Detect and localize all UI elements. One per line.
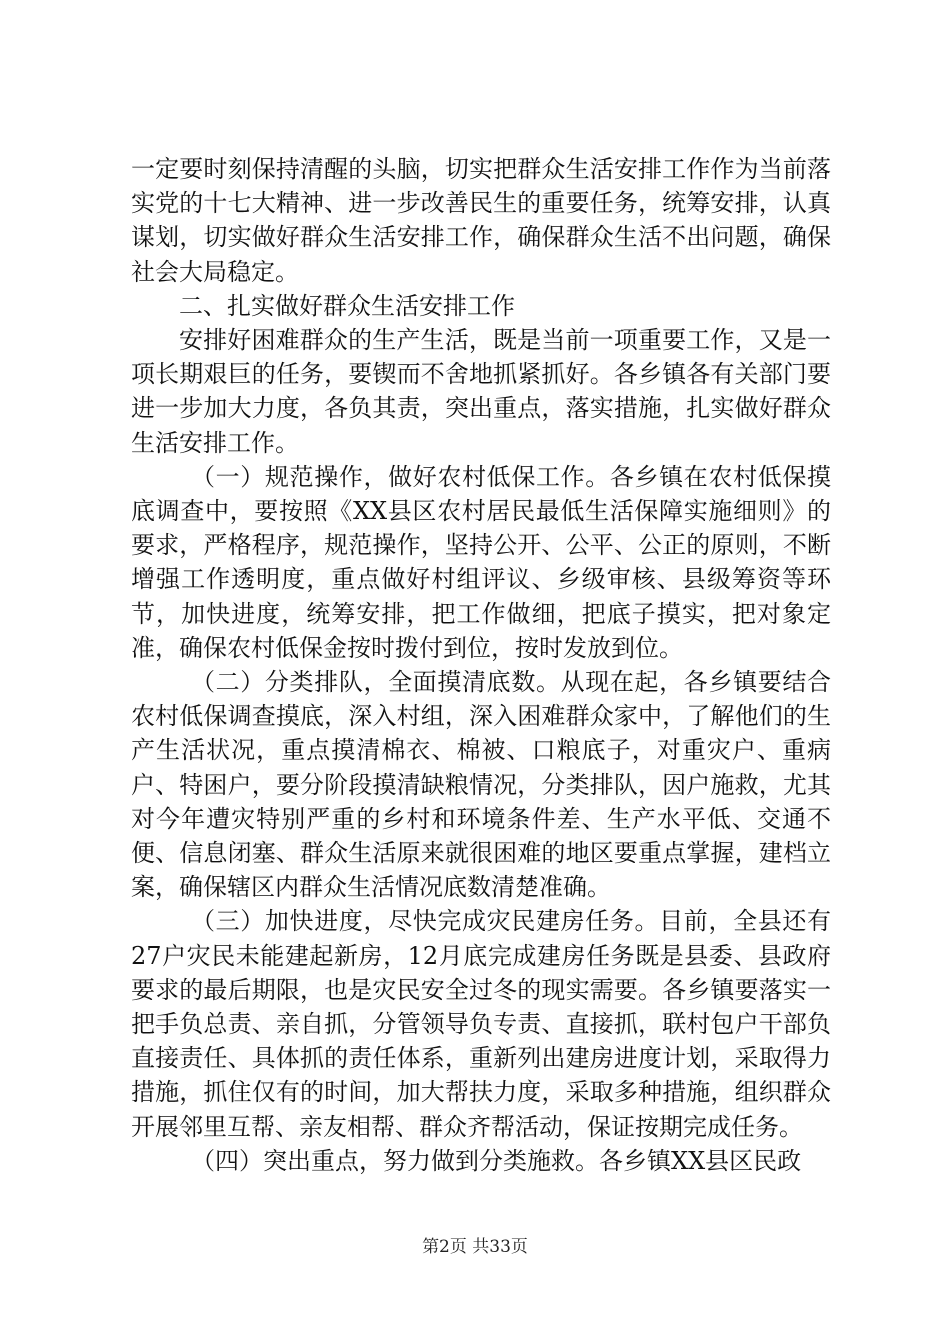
paragraph-item-4: （四）突出重点，努力做到分类施救。各乡镇XX县区民政 [191, 1146, 802, 1175]
paragraph-item-3: （三）加快进度，尽快完成灾民建房任务。目前，全县还有27户灾民未能建起新房，12月底完成建房任务既是县委、县政府要求的最后期限，也是灾民安全过冬的现实需要。各乡镇要落实一把手负总责、亲自抓，分管领导负专责、直接抓，联村包户干部负直接责任、具体抓的责任体系，重新列出建房进度计划，采取得力措施，抓住仅有的时间，加大帮扶力度，采取多种措施，组织群众开展邻里互帮、亲友相帮、群众齐帮活动，保证按期完成任务。 [131, 907, 831, 1141]
section-heading: 二、扎实做好群众生活安排工作 [179, 291, 515, 320]
document-body [131, 152, 831, 1178]
paragraph-item-1: （一）规范操作，做好农村低保工作。各乡镇在农村低保摸底调查中，要按照《XX县区农村居民最低生活保障实施细则》的要求，严格程序，规范操作，坚持公开、公平、公正的原则，不断增强工作透明度，重点做好村组评议、乡级审核、县级筹资等环节，加快进度，统筹安排，把工作做细，把底子摸实，把对象定准，确保农村低保金按时拨付到位，按时发放到位。 [131, 462, 831, 662]
page-footer: 第2页 共33页 [422, 1237, 528, 1257]
paragraph-intro: 安排好困难群众的生产生活，既是当前一项重要工作，又是一项长期艰巨的任务，要锲而不舍地抓紧抓好。各乡镇各有关部门要进一步加大力度，各负其责，突出重点，落实措施，扎实做好群众生活安排工作。 [131, 326, 831, 457]
paragraph-item-2: （二）分类排队，全面摸清底数。从现在起，各乡镇要结合农村低保调查摸底，深入村组，深入困难群众家中，了解他们的生产生活状况，重点摸清棉衣、棉被、口粮底子，对重灾户、重病户、特困户，要分阶段摸清缺粮情况，分类排队，因户施救，尤其对今年遭灾特别严重的乡村和环境条件差、生产水平低、交通不便、信息闭塞、群众生活原来就很困难的地区要重点掌握，建档立案，确保辖区内群众生活情况底数清楚准确。 [131, 668, 831, 902]
paragraph-continuation: 一定要时刻保持清醒的头脑，切实把群众生活安排工作作为当前落实党的十七大精神、进一步改善民生的重要任务，统筹安排，认真谋划，切实做好群众生活安排工作，确保群众生活不出问题，确保社会大局稳定。 [131, 155, 831, 286]
